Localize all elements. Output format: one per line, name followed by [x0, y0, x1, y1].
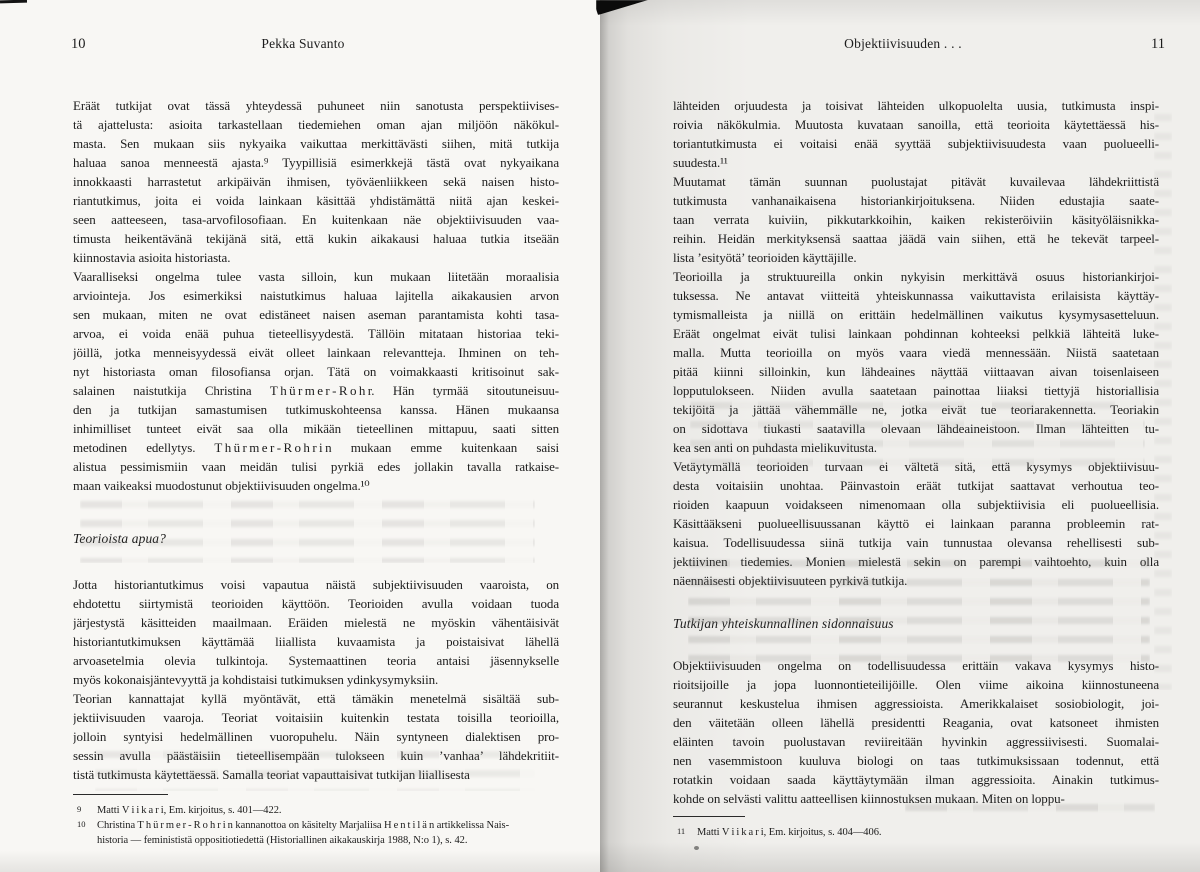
paragraph	[673, 656, 1159, 808]
body-section-1	[73, 96, 559, 495]
page-number: 11	[1151, 36, 1165, 52]
footnote-line: historia — feminististä oppositiotiedettä (Historiallinen aikakauskirja 1988, N:o 1), s. 42.	[97, 835, 468, 846]
footnote-marker: 9	[77, 804, 82, 814]
footnote-lines	[697, 825, 1159, 840]
text-line: timusta heikentävänä tekijänä sitä, että kukin aikakausi haluaa tutkia itseään	[73, 231, 559, 246]
text-line: salainen naistutkija Christina T h ü r m e r - R o h r. Hän tyrmää sitoutuneisuu-	[73, 383, 559, 398]
text-line: seen aatteeseen, tasa-arvofilosofiaan. En kuitenkaan näe objektiivisuuden vaa-	[73, 212, 559, 227]
page-right	[600, 0, 1200, 872]
text-line: toriantutkimusta ei voitaisi enää syyttää subjektiivisuudesta vaan puolueelli-	[673, 136, 1159, 151]
text-line: järjestystä käsitteiden maailmaan. Eräiden mielestä ne myöskin vähentäisivät	[73, 615, 559, 630]
text-line: seurannut keskustelua ihmisen aggressioista. Amerikkalaiset sosiobiologit, joi-	[673, 696, 1159, 711]
text-line: den ja tutkijan samastumisen tutkimuskohteensa kanssa. Hänen mukaansa	[73, 402, 559, 417]
footnotes	[73, 803, 559, 848]
text-line: den väitetään olleen lähellä presidentti Reagania, ovat katsoneet ihmisten	[673, 715, 1159, 730]
paragraph-lines	[673, 457, 1159, 590]
section-heading: Teorioista apua?	[73, 531, 166, 546]
text-line: innokkaasti harrastetut arkipäivän ihmisen, työväenliikkeen sekä naisen histo-	[73, 174, 559, 189]
paragraph	[673, 457, 1159, 590]
text-line: tä ajattelusta: asioita tarkastellaan tiedemiehen oman ajan miljöön näkökul-	[73, 117, 559, 132]
text-line: nyt historiasta oman filosofiansa orjan. Tätä on voimakkaasti kritisoinut sak-	[73, 364, 559, 379]
text-line: desta voitaisiin unohtaa. Päinvastoin eräät tutkijat saattavat verhoutua teo-	[673, 478, 1159, 493]
text-line: malla. Mutta teorioilla on myös vaara viedä mennessään. Niistä saatetaan	[673, 345, 1159, 360]
paragraph	[673, 172, 1159, 267]
text-line: lähteiden orjuudesta ja toisivat lähteiden ulkopuolelta uusia, tutkimusta inspi-	[673, 98, 1159, 113]
text-line: jektiivinen tiedemies. Monien mielestä sekin on parempi vaihtoehto, kuin olla	[673, 554, 1159, 569]
footnote	[73, 803, 559, 818]
text-line: roivia näkökulmia. Muutosta kuvataan sanoilla, että teorioita käytettäessä his-	[673, 117, 1159, 132]
text-line: Teorian kannattajat kyllä myöntävät, että tämäkin menetelmä sisältää sub-	[73, 691, 559, 706]
footnote-marker: 11	[677, 826, 686, 836]
paragraph-lines	[73, 267, 559, 495]
footnote-line: Christina T h ü r m e r - R o h r i n kannanottoa on käsitelty Marjaliisa H e n t i l ä n artikkelissa Nais-	[97, 820, 510, 831]
text-line: rioitsijoille ja jopa luonnontieteilijöille. Olen viime aikoina kiinnostuneena	[673, 677, 1159, 692]
footnote-lines	[97, 803, 559, 818]
text-line: tekijöitä ja jättää vähemmälle ne, jotka eivät tue teoriarakennetta. Teoriakin	[673, 402, 1159, 417]
text-line: pitää kiinni silloinkin, kun lähdeaines näyttää viittaavan aivan toisenlaiseen	[673, 364, 1159, 379]
paragraph-lines	[73, 689, 559, 784]
paragraph-lines	[673, 96, 1159, 172]
footnote	[673, 825, 1159, 840]
text-line: lista ’esityötä’ teorioiden käyttäjille.	[673, 250, 857, 265]
footnote	[73, 818, 559, 848]
text-line: maan vaikeaksi muodostunut objektiivisuuden ongelma.¹⁰	[73, 478, 370, 493]
text-line: Vetäytymällä teorioiden turvaan ei vältetä sitä, että kysymys objektiivisuu-	[673, 459, 1159, 474]
text-line: Vaaralliseksi ongelma tulee vasta silloin, kun mukaan liitetään moraalisia	[73, 269, 559, 284]
text-line: haluaa sanoa menneestä ajasta.⁹ Tyypillisiä esimerkkejä tästä ovat nykyaikana	[73, 155, 559, 170]
text-line: suudesta.¹¹	[673, 155, 728, 170]
text-line: tymismalleista ja niillä on erittäin hedelmällinen vaikutus kysymysasetteluun.	[673, 307, 1159, 322]
text-line: Teorioilla ja struktuureilla onkin nykyisin merkittävä osuus historiankirjoi-	[673, 269, 1159, 284]
footnote-marker: 10	[77, 819, 86, 829]
text-line: rotatkin voidaan saada käyttäytymään ilman aggressioita. Ainakin tutkimus-	[673, 772, 1159, 787]
footnote-block	[73, 794, 559, 848]
text-line: jolloin syntyisi hedelmällinen vuoropuhelu. Näin syntyneen dialektisen pro-	[73, 729, 559, 744]
text-line: Objektiivisuuden ongelma on todellisuudessa erittäin vakava kysymys histo-	[673, 658, 1159, 673]
page-header-left	[73, 36, 559, 56]
text-line: nen vasemmistoon kuuluva biologi on taas tutkimuksissaan todennut, että	[673, 753, 1159, 768]
text-line: lopputulokseen. Niiden avulla saatetaan painottaa liiaksi tiettyjä historiallisia	[673, 383, 1159, 398]
text-line: alistua pessimismiin vaan meidän tulisi pyrkiä edes jollakin tavalla ratkaise-	[73, 459, 559, 474]
text-line: tutkimusta vanhanaikaisena historiankirjoituksena. Niiden edustajia saate-	[673, 193, 1159, 208]
footnote-line: Matti V i i k a r i, Em. kirjoitus, s. 404—406.	[697, 827, 882, 838]
text-line: eläinten tavoin puolustavan reviireitään hyvinkin aggressiivisesti. Suomalai-	[673, 734, 1159, 749]
text-line: on sidottava tiukasti saatavilla olevaan lähdeaineistoon. Ilman lähteitten tu-	[673, 421, 1159, 436]
text-line: Jotta historiantutkimus voisi vapautua näistä subjektiivisuuden vaaroista, on	[73, 577, 559, 592]
text-line: myös kokonaisjäntevyyttä ja kohdistaisi tutkimuksen ydinkysymyksiin.	[73, 672, 439, 687]
text-line: sessin avulla päästäisiin tieteellisempään tulokseen kuin ’vanhaa’ lähdekritiit-	[73, 748, 559, 763]
text-line: kea sen anti on puhdasta mielikuvitusta.	[673, 440, 877, 455]
text-line: jektiivisuuden vaaroja. Teoriat voitaisiin kuitenkin testata toisilla teorioilla,	[73, 710, 559, 725]
text-line: historiantutkimuksen käyttämää liiallista kuvaamista ja poistaisivat lähellä	[73, 634, 559, 649]
text-line: rioiden kaapuun voidakseen nimenomaan olla subjektiivisia eli puolueellisia.	[673, 497, 1159, 512]
footnotes	[673, 825, 1159, 840]
text-line: kaisua. Todellisuudessa siinä tutkija vain tunnustaa olevansa rehellisesti sub-	[673, 535, 1159, 550]
text-line: tuksessa. Ne antavat viitteitä yhteiskunnassa vaikuttavista erilaisista käyttäy-	[673, 288, 1159, 303]
body-section-1	[673, 96, 1159, 590]
text-line: Muutamat tämän suunnan puolustajat pitävät kuvailevaa lähdekriittistä	[673, 174, 1159, 189]
body-section-2	[673, 656, 1159, 808]
paragraph	[73, 689, 559, 784]
paragraph	[673, 96, 1159, 172]
paragraph-lines	[673, 656, 1159, 808]
paragraph	[73, 267, 559, 495]
footnote-rule	[73, 794, 168, 795]
text-line: tistä tutkimusta käytettäessä. Samalla teoriat vapauttaisivat tutkijan liiallisesta	[73, 767, 470, 782]
text-line: Eräät ongelmat eivät tulisi lainkaan pohdinnan kohteeksi pelkkiä lähteitä luke-	[673, 326, 1159, 341]
paragraph	[73, 575, 559, 689]
paragraph	[73, 96, 559, 267]
page-body	[673, 96, 1159, 840]
text-line: masta. Sen mukaan siis nykyaika vaikuttaa merkittävästi siihen, mitä tutkija	[73, 136, 559, 151]
text-line: Eräät tutkijat ovat tässä yhteydessä puhuneet niin sanotusta perspektiivises-	[73, 98, 559, 113]
text-line: riantutkimus, joita ei voida lainkaan käsittää yhdistämättä niitä ajan keskei-	[73, 193, 559, 208]
footnote-line: Matti V i i k a r i, Em. kirjoitus, s. 401—422.	[97, 805, 282, 816]
text-line: inhimilliset tunteet eivät saa olla mikään tieteellinen mittapuu, saati sitten	[73, 421, 559, 436]
running-header: Pekka Suvanto	[261, 36, 345, 51]
paragraph-lines	[673, 267, 1159, 457]
text-line: sen mukaan, miten ne ovat edistäneet naisen aseman parantamista kohti tasa-	[73, 307, 559, 322]
footnote-lines	[97, 818, 559, 848]
text-line: Käsittääkseni puolueellisuussanan käyttö ei lainkaan paranna probleemin rat-	[673, 516, 1159, 531]
paragraph-lines	[673, 172, 1159, 267]
text-line: ehdotettu siirtymistä teorioiden käyttöön. Teorioiden avulla voidaan tuoda	[73, 596, 559, 611]
paragraph-lines	[73, 96, 559, 267]
running-header: Objektiivisuuden . . .	[844, 36, 962, 51]
page-header-right	[673, 36, 1165, 56]
page-number: 10	[71, 36, 86, 52]
section-heading: Tutkijan yhteiskunnallinen sidonnaisuus	[673, 616, 894, 631]
text-line: taan verrata kuiviin, pikkutarkkoihin, kaiken rekisteröiviin käsityöläisnikka-	[673, 212, 1159, 227]
paragraph-lines	[73, 575, 559, 689]
page-body	[73, 96, 559, 848]
footnote-rule	[673, 816, 745, 817]
text-line: jöillä, jotka menneisyydessä eivät olleet lainkaan relevantteja. Ihminen on teh-	[73, 345, 559, 360]
text-line: kohde on selvästi valittu aatteellisen kiinnostuksen mukaan. Miten on loppu-	[673, 791, 1065, 806]
text-line: näennäisesti objektiivisuuteen pyrkivä tutkija.	[673, 573, 908, 588]
scan-speck	[694, 846, 699, 850]
text-line: arvoa, ei voida enää puhua tieteellisyydestä. Tällöin mitataan historiaa teki-	[73, 326, 559, 341]
paragraph	[673, 267, 1159, 457]
text-line: arviointeja. Jos esimerkiksi naistutkimus haluaa lajitella aikakausien arvon	[73, 288, 559, 303]
text-line: reihin. Heidän merkityksensä saattaa jäädä vain siihen, että he tekevät tarpeel-	[673, 231, 1159, 246]
text-line: metodinen edellytys. T h ü r m e r - R o h r i n mukaan emme kuitenkaan saisi	[73, 440, 559, 455]
text-line: arvoasetelmia olevia tulkintoja. Systemaattinen teoria antaisi jäsennykselle	[73, 653, 559, 668]
body-section-2	[73, 575, 559, 784]
footnote-block	[673, 816, 1159, 840]
text-line: kiinnostavia asioita historiasta.	[73, 250, 231, 265]
